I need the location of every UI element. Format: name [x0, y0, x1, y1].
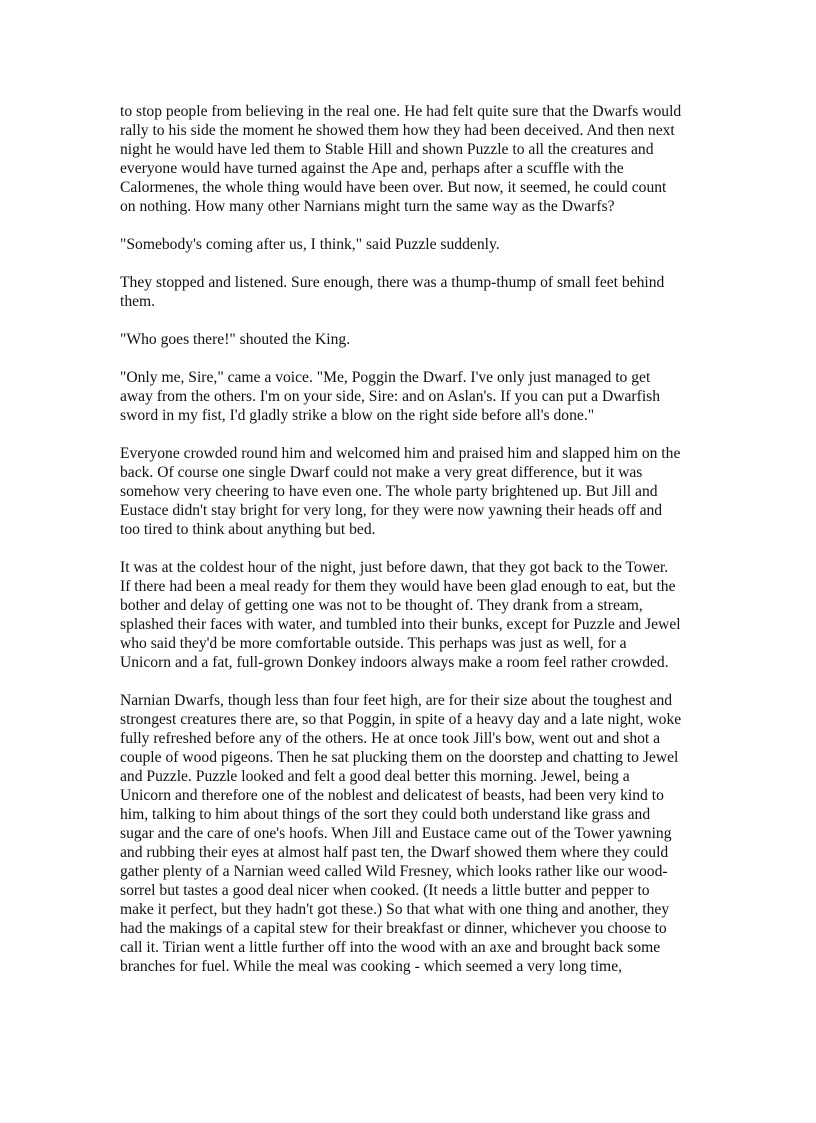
paragraph-4: "Who goes there!" shouted the King. [120, 331, 351, 348]
paragraph-2: "Somebody's coming after us, I think," said Puzzle suddenly. [120, 236, 500, 253]
paragraph-6: Everyone crowded round him and welcomed him and praised him and slapped him on the back. Of course one single Dwarf could not make a very great difference, but it was somehow very cheering to have even one. The whole party brightened up. But Jill and Eustace didn't stay bright for very long, for they were now yawning their heads off and too tired to think about anything but bed. [120, 445, 681, 538]
document-page [120, 102, 710, 995]
paragraph-1: to stop people from believing in the real one. He had felt quite sure that the Dwarfs would rally to his side the moment he showed them how they had been deceived. And then next night he would have led them to Stable Hill and shown Puzzle to all the creatures and everyone would have turned against the Ape and, perhaps after a scuffle with the Calormenes, the whole thing would have been over. But now, it seemed, he could count on nothing. How many other Narnians might turn the same way as the Dwarfs? [120, 103, 682, 215]
paragraph-7: It was at the coldest hour of the night, just before dawn, that they got back to the Tower. If there had been a meal ready for them they would have been glad enough to eat, but the bother and delay of getting one was not to be thought of. They drank from a stream, splashed their faces with water, and tumbled into their bunks, except for Puzzle and Jewel who said they'd be more comfortable outside. This perhaps was just as well, for a Unicorn and a fat, full-grown Donkey indoors always make a room feel rather crowded. [120, 559, 681, 671]
paragraph-5: "Only me, Sire," came a voice. "Me, Poggin the Dwarf. I've only just managed to get away from the others. I'm on your side, Sire: and on Aslan's. If you can put a Dwarfish sword in my fist, I'd gladly strike a blow on the right side before all's done." [120, 369, 661, 424]
paragraph-8: Narnian Dwarfs, though less than four feet high, are for their size about the toughest and strongest creatures there are, so that Poggin, in spite of a heavy day and a late night, woke fully refreshed before any of the others. He at once took Jill's bow, went out and shot a couple of wood pigeons. Then he sat plucking them on the doorstep and chatting to Jewel and Puzzle. Puzzle looked and felt a good deal better this morning. Jewel, being a Unicorn and therefore one of the noblest and delicatest of beasts, had been very kind to him, talking to him about things of the sort they could both understand like grass and sugar and the care of one's hoofs. When Jill and Eustace came out of the Tower yawning and rubbing their eyes at almost half past ten, the Dwarf showed them where they could gather plenty of a Narnian weed called Wild Fresney, which looks rather like our wood- sorrel but tastes a good deal nicer when cooked. (It needs a little butter and pepper to make it perfect, but they hadn't got these.) So that what with one thing and another, they had the makings of a capital stew for their breakfast or dinner, whichever you choose to call it. Tirian went a little further off into the wood with an axe and brought back some branches for fuel. While the meal was cooking - which seemed a very long time, [120, 692, 682, 975]
paragraph-3: They stopped and listened. Sure enough, there was a thump-thump of small feet behind them. [120, 274, 665, 310]
